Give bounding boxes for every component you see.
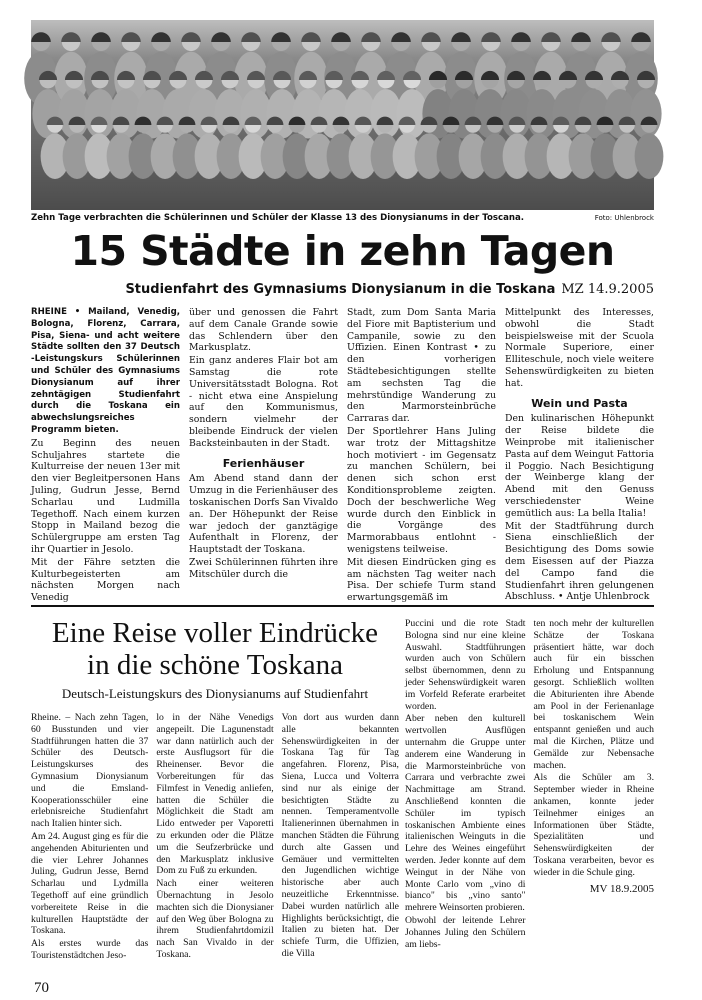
photo-credit: Foto: Uhlenbrock bbox=[594, 214, 654, 222]
article2-body-right bbox=[405, 618, 654, 977]
article1-body bbox=[31, 307, 654, 604]
group-photo bbox=[31, 20, 654, 210]
article2-column-3 bbox=[282, 712, 399, 977]
photo-person-hair bbox=[211, 32, 231, 42]
photo-person-hair bbox=[331, 32, 351, 42]
article1-paragraph: Ein ganz anderes Flair bot am Samstag die rote Universitätsstadt Bologna. Rot - nicht etwa eine Anspielung auf den Kommunismus, sondern vielmehr der bleibende Eindruck der vielen Backsteinbauten in der Stadt. bbox=[189, 355, 338, 449]
article1-paragraph: Den kulinarischen Höhepunkt der Reise bildete die Weinprobe mit italienischer Pasta auf dem Weingut Fattoria il Poggio. Nach Besichtigung der Weinberge klang der Abend mit den Genuss verschiedenster Weine gemütlich aus: La bella Italia! bbox=[505, 413, 654, 519]
article1-subheading-ferienhaeuser: Ferienhäuser bbox=[222, 456, 305, 470]
article2-column-4 bbox=[405, 618, 526, 977]
article2-paragraph: Rheine. – Nach zehn Tagen, 60 Busstunden und vier Stadtführungen hatten die 37 Schüler des Deutsch-Leistungskurses des Gymnasium Dionysianum und die Emsland-Kooperationsschüler eine erlebnisreiche Studienfahrt nach Italien hinter sich. bbox=[31, 712, 149, 830]
article1-paragraph: Der Sportlehrer Hans Juling war trotz der Mittagshitze hoch motiviert - im Gegensatz zu manchen Schülern, bei denen sich schon erst Konditionsprobleme zeigten. Doch der beschwerliche Weg wurde durch den Einblick in die Vorgänge des Marmorabbaus entlohnt - wenigstens teilweise. bbox=[347, 425, 496, 555]
article1-source: MZ 14.9.2005 bbox=[561, 282, 654, 297]
section-divider bbox=[31, 605, 654, 607]
article2-headline bbox=[31, 617, 399, 681]
photo-person-hair bbox=[61, 32, 81, 42]
photo-person-hair bbox=[271, 32, 291, 42]
article2-column-2 bbox=[156, 712, 273, 977]
article1-paragraph: Mit der Fähre setzten die Kulturbegeisterten am nächsten Morgen nach Venedig bbox=[31, 556, 180, 604]
photo-person-hair bbox=[541, 32, 561, 42]
article2-paragraph: lo in der Nähe Venedigs angepeilt. Die Lagunenstadt war dann natürlich auch der erste Ausflugsort für die Rheinenser. Bevor die Vorbereitungen für das Filmfest in Venedig anliefen, hatten die Schüler die Möglichkeit die Stadt am Lido entweder per Vaporetti zu erkunden oder die Plätze um die Seufzerbrücke und den Markusplatz inklusive Dom zu Fuß zu erkunden. bbox=[156, 712, 274, 877]
photo-person-hair bbox=[181, 32, 201, 42]
photo-person-hair bbox=[451, 32, 471, 42]
article2-paragraph: Obwohl der leitende Lehrer Johannes Juling den Schülern am liebs- bbox=[405, 914, 526, 950]
article1-paragraph: Mittelpunkt des Interesses, obwohl die Stadt beispielsweise mit der Scuola Normale Superiore, einer Elliteschule, noch viele weitere Sehenswürdigkeiten zu bieten hat. bbox=[505, 307, 654, 389]
photo-caption bbox=[31, 213, 654, 223]
photo-person-hair bbox=[121, 32, 141, 42]
article2-paragraph: Aber neben den kulturell wertvollen Ausflügen unternahm die Gruppe unter anderem eine Wanderung in die Marmorsteinbrüche von Carrara und verbrachte zwei Nachmittage am Strand. Anschließend konnten die Schüler im typisch toskanischen Ambiente eines italienischen Weinguts in die Lehre des Weines eingeführt werden. Jeder konnte auf dem Weingut in der Nähe von Monte Carlo vom „vino di bianco" bis „vino santo" mehrere Weinsorten probieren. bbox=[405, 713, 526, 914]
photo-person-body bbox=[635, 133, 664, 179]
article1-column-4 bbox=[505, 307, 654, 603]
photo-person-hair bbox=[31, 32, 51, 42]
photo-person-hair bbox=[361, 32, 381, 42]
article2-paragraph: Als die Schüler am 3. September wieder in Rheine ankamen, konnte jeder Teilnehmer einiges an Informationen über Städte, Spezialitäten und Sehenswürdigkeiten der Toskana verarbeiten, bevor es wieder in die Schule ging. bbox=[533, 772, 654, 878]
article1-paragraph: Zu Beginn des neuen Schuljahres startete die Kulturreise der neuen 13er mit den vier Begleitpersonen Hans Juling, Gudrun Jesse, Bernd Scharlau und Ludmilla Tegethoff. Nach einem kurzen Stopp in Mailand bezog die Schülergruppe am ersten Tag ihr Quartier in Jesolo. bbox=[31, 437, 180, 555]
photo-person-hair bbox=[241, 32, 261, 42]
article2-paragraph: Puccini und die rote Stadt Bologna sind nur eine kleine Auswahl. Stadtführungen wurden auch von Schülern selbst übernommen, denn zu jeder Sehenswürdigkeit waren im Vorfeld Referate erarbeitet worden. bbox=[405, 618, 526, 712]
photo-person-hair bbox=[571, 32, 591, 42]
photo-person-hair bbox=[511, 32, 531, 42]
photo-person-hair bbox=[481, 32, 501, 42]
article2-paragraph: Nach einer weiteren Übernachtung in Jesolo machten sich die Dionysianer auf den Weg über Bologna zu ihrem Studienfahrtdomizil nach San Vivaldo in der Toskana. bbox=[156, 878, 274, 960]
photo-person-hair bbox=[151, 32, 171, 42]
photo-person-hair bbox=[631, 32, 651, 42]
article2-column-5 bbox=[534, 618, 655, 977]
article2-paragraph: Als erstes wurde das Touristenstädtchen Jeso- bbox=[31, 938, 149, 961]
group-photo-silhouettes bbox=[31, 20, 654, 210]
article1-lead: RHEINE • Mailand, Venedig, Bologna, Florenz, Carrara, Pisa, Siena- und acht weitere Städte sollten den 37 Deutsch -Leistungskurs Schülerinnen und Schüler des Gymnasiums Dionysianum auf ihrer zehntägigen Studienfahrt durch die Toskana ein abwechslungsreiches Programm bieten. bbox=[31, 307, 180, 435]
article1-paragraph: Stadt, zum Dom Santa Maria del Fiore mit Baptisterium und Campanile, sowie zu den Uffizien. Einen Kontrast • zu den vorherigen Städtebesichtigungen stellte am sechsten Tag die mehrstündige Wanderung zu den Marmorsteinbrüche Carraras dar. bbox=[347, 307, 496, 425]
article1-subheadline bbox=[31, 282, 654, 297]
photo-person-hair bbox=[391, 32, 411, 42]
article1-subheading-wein-pasta: Wein und Pasta bbox=[531, 396, 628, 410]
article2-column-1 bbox=[31, 712, 148, 977]
photo-person-hair bbox=[601, 32, 621, 42]
article2-headline-line2: in die schöne Toskana bbox=[87, 649, 343, 681]
article2-body-left bbox=[31, 712, 399, 977]
article2-paragraph: ten noch mehr der kulturellen Schätze der Toskana präsentiert hätte, war doch auch für ein bisschen Erholung und Entspannung gesorgt. Schließlich wollten die Abiturienten ihre Abende am Pool in der Ferienanlage bei toskanischem Wein entspannt genießen und auch mal die Kirchen, Plätze und Gemälde zur Nebensache machen. bbox=[533, 618, 654, 771]
article2-subheadline: Deutsch-Leistungskurs des Dionysianums auf Studienfahrt bbox=[61, 686, 369, 701]
article2-paragraph: Von dort aus wurden dann alle bekannten Sehenswürdigkeiten in der Toskana Tag für Tag angefahren. Florenz, Pisa, Siena, Lucca und Volterra sind nur als einige der besichtigten Städte zu nennen. Temperamentvolle Italienerinnen übernahmen in manchen Städten die Führung durch alte Gassen und Gemäuer und vermittelten den Jugendlichen wichtige historische aber auch neuzeitliche Erkenntnisse. Dabei wurden natürlich alle Highlights berücksichtigt, die Italien zu bieten hat. Der schiefe Turm, die Uffizien, die Villa bbox=[281, 712, 399, 959]
photo-person-hair bbox=[301, 32, 321, 42]
photo-person-hair bbox=[421, 32, 441, 42]
article1-headline: 15 Städte in zehn Tagen bbox=[70, 227, 615, 275]
article1-column-3 bbox=[347, 307, 496, 604]
article1-paragraph: Am Abend stand dann der Umzug in die Ferienhäuser des toskanischen Dorfs San Vivaldo an. Der Höhepunkt der Reise war jedoch der ganztägige Aufenthalt in Florenz, der Hauptstadt der Toskana. bbox=[189, 473, 339, 556]
article1-paragraph: Mit diesen Eindrücken ging es am nächsten Tag weiter nach Pisa. Der schiefe Turm stand erwartungsgemäß im bbox=[347, 556, 496, 604]
article2-paragraph: Am 24. August ging es für die angehenden Abiturienten und die vier Lehrer Johannes Juling, Gudrun Jesse, Bernd Scharlau und Lydmilla Tegethoff auf eine gründlich vorbereitete Reise in die kulturellen Hauptstädte der Toskana. bbox=[31, 830, 149, 937]
article1-paragraph: Mit der Stadtführung durch Siena einschließlich der Besichtigung des Doms sowie dem Eisessen auf der Piazza del Campo fand die Studienfahrt ihren gelungenen Abschluss. • Antje Uhlenbrock bbox=[505, 520, 654, 603]
article1-paragraph: über und genossen die Fahrt auf dem Canale Grande sowie das Schlendern über den Markusplatz. bbox=[189, 307, 338, 354]
photo-caption-text: Zehn Tage verbrachten die Schülerinnen und Schüler der Klasse 13 des Dionysianums in der Toscana. bbox=[31, 213, 525, 223]
article1-paragraph: Zwei Schülerinnen führten ihre Mitschüler durch die bbox=[189, 556, 338, 580]
article2-headline-line1: Eine Reise voller Eindrücke bbox=[51, 617, 379, 649]
photo-person-hair bbox=[91, 32, 111, 42]
article2-source: MV 18.9.2005 bbox=[589, 882, 654, 895]
article1-subheadline-text: Studienfahrt des Gymnasiums Dionysianum in die Toskana bbox=[125, 282, 556, 297]
page-number: 70 bbox=[34, 980, 49, 996]
article1-column-1 bbox=[31, 307, 180, 604]
article1-column-2 bbox=[189, 307, 338, 597]
